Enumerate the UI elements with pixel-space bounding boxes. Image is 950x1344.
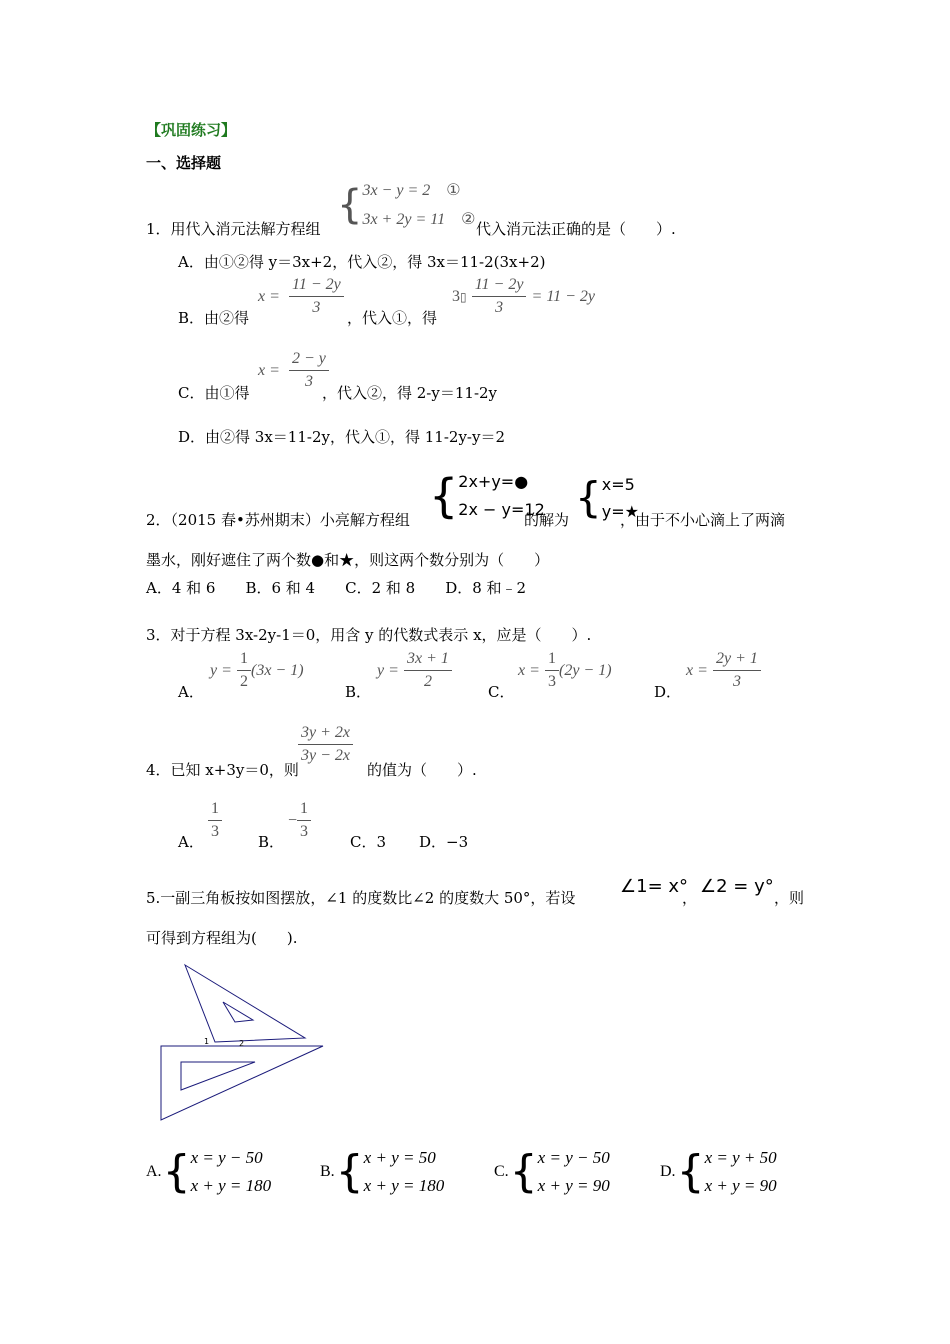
q4-b-label: B． bbox=[258, 833, 285, 851]
q5-option-c: C. { x = y − 50 x + y = 90 bbox=[494, 1146, 610, 1197]
q5-option-d: D. { x = y + 50 x + y = 90 bbox=[660, 1146, 777, 1197]
angle-2-label: 2 bbox=[239, 1039, 245, 1048]
q3-a-fraction: $\frac{1}{2}$ bbox=[237, 650, 251, 691]
upper-set-square-hole bbox=[223, 1002, 253, 1022]
q3-c-label: C． bbox=[488, 683, 515, 701]
q1-eq1: 3x − y = 2 bbox=[362, 182, 431, 199]
q1-stem-suffix: 代入消元法正确的是（ ）. bbox=[476, 220, 676, 238]
q2-eq2: 2x − y=12 bbox=[458, 500, 545, 519]
q1-option-c-expr: x = $\frac{2 - y}{3}$ bbox=[258, 350, 329, 391]
q1-option-d: D．由②得 3x＝11-2y，代入①，得 11-2y-y＝2 bbox=[178, 428, 505, 446]
q2-sol1: x=5 bbox=[601, 475, 635, 494]
q1-option-b-expr bbox=[258, 276, 344, 317]
q1-b-fraction: $\frac{11 - 2y}{3}$ bbox=[289, 276, 344, 317]
q5-angle2: ∠2 = y° bbox=[700, 876, 774, 897]
q4-option-d: D．−3 bbox=[419, 833, 469, 851]
q5-tail: ，则 bbox=[774, 889, 805, 907]
q5-comma: ， bbox=[682, 889, 698, 907]
lower-set-square-hole bbox=[181, 1062, 255, 1090]
q1-b-lhs: x = bbox=[258, 288, 280, 305]
q3-b-label: B． bbox=[345, 683, 372, 701]
q4-stem-suffix: 的值为（ ）. bbox=[367, 761, 477, 779]
q1-option-a: A．由①②得 y＝3x+2，代入②，得 3x＝11-2(3x+2) bbox=[178, 253, 546, 271]
q1-eq2: 3x + 2y = 11 bbox=[362, 211, 446, 228]
section-title: 【巩固练习】 bbox=[146, 121, 237, 139]
lower-set-square bbox=[161, 1046, 323, 1120]
q3-option-b-expr: y = $\frac{3x + 1}{2}$ bbox=[377, 650, 452, 691]
q3-option-a-expr: y = $\frac{1}{2}$ (3x − 1) bbox=[210, 650, 304, 690]
q4-stem-prefix: 4．已知 x+3y＝0，则 bbox=[146, 761, 299, 779]
set-squares-figure bbox=[155, 960, 330, 1125]
q2-sol2: y=★ bbox=[601, 502, 639, 521]
q1-system: { 3x − y = 2 ① 3x + 2y = 11 ② bbox=[337, 182, 476, 228]
q1-option-c-tail: ，代入②，得 2-y＝11-2y bbox=[322, 384, 498, 402]
q3-stem: 3．对于方程 3x-2y-1＝0，用含 y 的代数式表示 x，应是（ ）. bbox=[146, 626, 592, 644]
q1-option-b-prefix: B．由②得 bbox=[178, 309, 250, 327]
q5-angle1: ∠1= x° bbox=[620, 876, 689, 897]
upper-set-square bbox=[185, 965, 305, 1042]
q5-option-b: B. { x + y = 50 x + y = 180 bbox=[320, 1146, 445, 1197]
q3-option-d-expr: x = $\frac{2y + 1}{3}$ bbox=[686, 650, 761, 691]
q5-option-a: A. { x = y − 50 x + y = 180 bbox=[146, 1146, 272, 1197]
q3-a-label: A． bbox=[178, 683, 204, 701]
q1-c-fraction: $\frac{2 - y}{3}$ bbox=[289, 350, 329, 391]
q2-solution: { x=5 y=★ bbox=[575, 471, 639, 525]
q4-b-expr: − $\frac{1}{3}$ bbox=[288, 800, 311, 841]
q1-mark2: ② bbox=[461, 211, 476, 228]
q5-stem-line2: 可得到方程组为( ). bbox=[146, 929, 298, 947]
q2-stem-line2: 墨水，刚好遮住了两个数●和★，则这两个数分别为（ ） bbox=[146, 551, 550, 569]
angle-1-label: 1 bbox=[204, 1037, 210, 1046]
q1-mark1: ① bbox=[446, 182, 461, 199]
q4-a-fraction: $\frac{1}{3}$ bbox=[208, 800, 222, 841]
q4-a-label: A． bbox=[178, 833, 204, 851]
q3-c-fraction: $\frac{1}{3}$ bbox=[545, 650, 559, 691]
q1-option-c-prefix: C．由①得 bbox=[178, 384, 250, 402]
q5-stem: 5.一副三角板按如图摆放，∠1 的度数比∠2 的度数大 50°，若设 bbox=[146, 889, 576, 907]
q2-stem-suffix: ，由于不小心滴上了两滴 bbox=[620, 511, 786, 529]
q2-options: A．4 和 6 B．6 和 4 C．2 和 8 D．8 和﹣2 bbox=[146, 579, 527, 597]
q3-d-label: D． bbox=[654, 683, 682, 701]
q2-stem-prefix: 2．（2015 春•苏州期末）小亮解方程组 bbox=[146, 511, 410, 529]
q4-option-c: C．3 bbox=[350, 833, 387, 851]
q1-stem-prefix: 1．用代入消元法解方程组 bbox=[146, 220, 321, 238]
q2-eq1: 2x+y=● bbox=[458, 472, 529, 491]
q1-option-b-mid: ，代入①，得 bbox=[347, 309, 438, 327]
q2-system: { 2x+y=● 2x − y=12 bbox=[429, 469, 545, 523]
q1-option-b-result: 3▯ $\frac{11 - 2y}{3}$ = 11 − 2y bbox=[452, 276, 596, 316]
q3-b-fraction: $\frac{3x + 1}{2}$ bbox=[404, 650, 452, 691]
q3-d-fraction: $\frac{2y + 1}{3}$ bbox=[713, 650, 761, 691]
part-title: 一、选择题 bbox=[146, 154, 222, 172]
q3-option-c-expr: x = $\frac{1}{3}$ (2y − 1) bbox=[518, 650, 612, 690]
q2-stem-mid: 的解为 bbox=[524, 511, 570, 529]
q1-b-result-fraction: $\frac{11 - 2y}{3}$ bbox=[472, 276, 527, 317]
q4-fraction: $\frac{3y + 2x}{3y - 2x}$ bbox=[298, 724, 353, 765]
